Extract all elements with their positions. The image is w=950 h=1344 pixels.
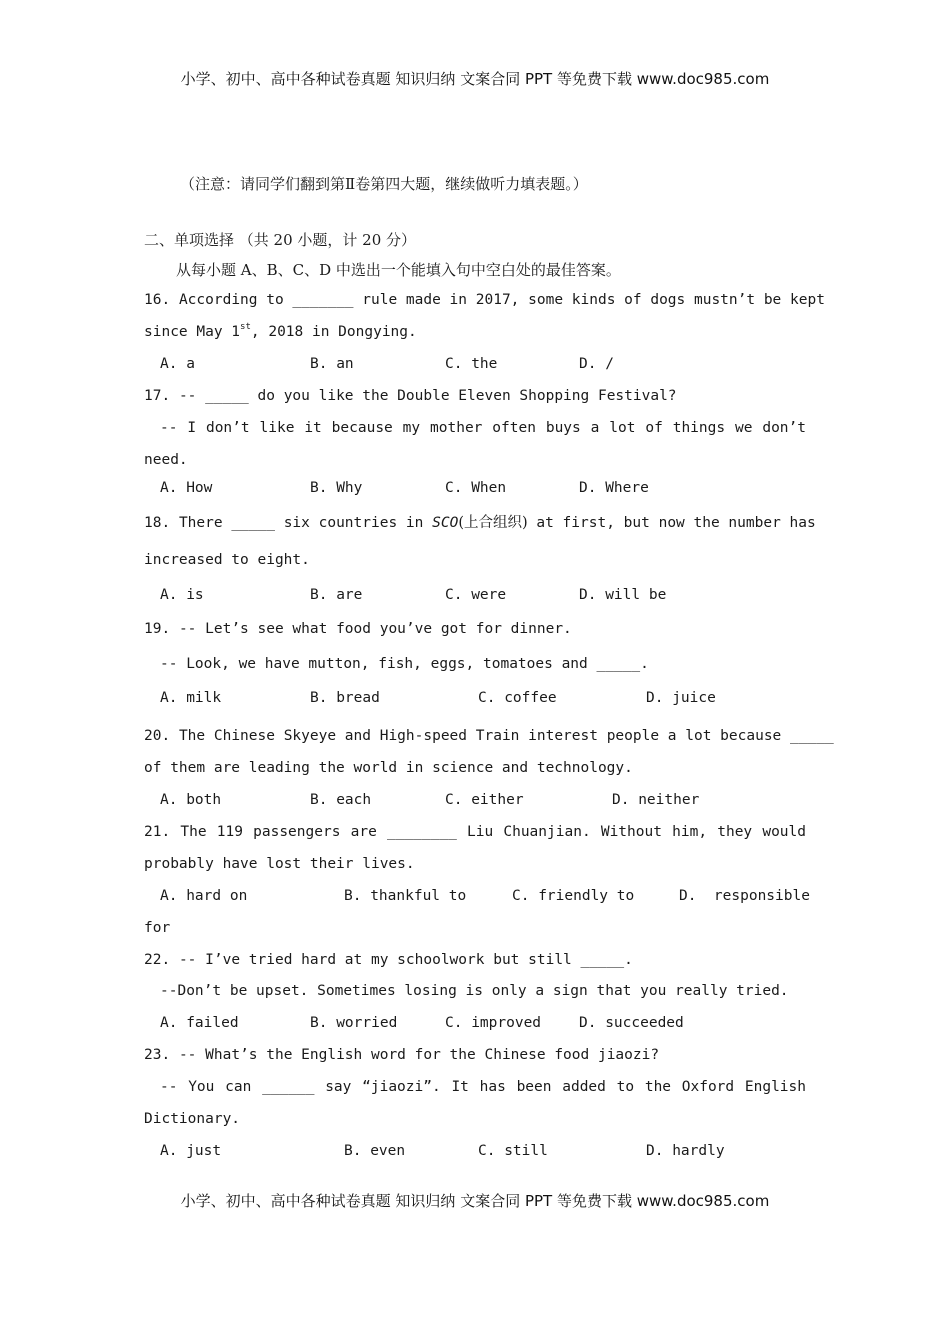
question-19-option-a: A. milk: [160, 690, 222, 706]
question-23-option-a: A. just: [160, 1143, 222, 1159]
question-17-line-3: need.: [144, 452, 188, 468]
question-16-option-b: B. an: [310, 356, 354, 372]
question-20-option-d: D. neither: [612, 792, 700, 808]
question-16-option-d: D. /: [579, 356, 614, 372]
question-19-line-2: -- Look, we have mutton, fish, eggs, tomatoes and _____.: [160, 656, 649, 672]
question-16-line-2: since May 1st, 2018 in Dongying.: [144, 322, 417, 340]
question-18-option-d: D. will be: [579, 587, 667, 603]
question-22-line-2: --Don’t be upset. Sometimes losing is only a sign that you really tried.: [160, 983, 789, 999]
question-17-option-a: A. How: [160, 480, 213, 496]
question-20-option-a: A. both: [160, 792, 222, 808]
question-16-option-a: A. a: [160, 356, 195, 372]
section-instruction: 从每小题 A、B、C、D 中选出一个能填入句中空白处的最佳答案。: [176, 261, 621, 279]
page-footer: 小学、初中、高中各种试卷真题 知识归纳 文案合同 PPT 等免费下载 www.doc985.com: [180, 1192, 770, 1210]
section-title: 二、单项选择 （共 20 小题，计 20 分）: [144, 231, 417, 249]
question-18-option-a: A. is: [160, 587, 204, 603]
question-18-line-2: increased to eight.: [144, 552, 310, 568]
question-20-option-b: B. each: [310, 792, 372, 808]
question-21-line-2: probably have lost their lives.: [144, 856, 415, 872]
question-16-line-1: 16. According to _______ rule made in 2017, some kinds of dogs mustn’t be kept: [144, 292, 825, 308]
question-23-option-c: C. still: [478, 1143, 548, 1159]
question-20-line-2: of them are leading the world in science and technology.: [144, 760, 633, 776]
question-23-line-3: Dictionary.: [144, 1111, 241, 1127]
question-17-option-b: B. Why: [310, 480, 363, 496]
question-19-option-d: D. juice: [646, 690, 716, 706]
question-20-line-1: 20. The Chinese Skyeye and High-speed Train interest people a lot because _____: [144, 728, 834, 744]
question-20-option-c: C. either: [445, 792, 524, 808]
question-17-line-1: 17. -- _____ do you like the Double Eleven Shopping Festival?: [144, 388, 677, 404]
question-21-option-d-wrap: for: [144, 920, 171, 936]
question-22-option-d: D. succeeded: [579, 1015, 684, 1031]
question-18-option-b: B. are: [310, 587, 363, 603]
question-21-option-b: B. thankful to: [344, 888, 467, 904]
question-22-option-b: B. worried: [310, 1015, 398, 1031]
question-21-option-d: D. responsible: [679, 888, 810, 904]
question-22-line-1: 22. -- I’ve tried hard at my schoolwork but still _____.: [144, 952, 633, 968]
question-22-option-c: C. improved: [445, 1015, 542, 1031]
question-21-option-c: C. friendly to: [512, 888, 635, 904]
question-23-option-d: D. hardly: [646, 1143, 725, 1159]
question-19-option-b: B. bread: [310, 690, 380, 706]
listening-note: （注意：请同学们翻到第Ⅱ卷第四大题，继续做听力填表题。）: [180, 175, 588, 193]
question-16-option-c: C. the: [445, 356, 498, 372]
question-19-line-1: 19. -- Let’s see what food you’ve got for dinner.: [144, 621, 572, 637]
question-17-option-c: C. When: [445, 480, 507, 496]
question-21-line-1: 21. The 119 passengers are ________ Liu Chuanjian. Without him, they would: [144, 824, 806, 840]
question-23-line-2: -- You can ______ say “jiaozi”. It has been added to the Oxford English: [160, 1079, 806, 1095]
question-22-option-a: A. failed: [160, 1015, 239, 1031]
question-18-line-1: 18. There _____ six countries in SCO(上合组织) at first, but now the number has: [144, 515, 816, 531]
question-17-option-d: D. Where: [579, 480, 649, 496]
question-19-option-c: C. coffee: [478, 690, 557, 706]
page-header: 小学、初中、高中各种试卷真题 知识归纳 文案合同 PPT 等免费下载 www.doc985.com: [180, 70, 770, 88]
question-23-option-b: B. even: [344, 1143, 406, 1159]
question-18-option-c: C. were: [445, 587, 507, 603]
question-21-option-a: A. hard on: [160, 888, 248, 904]
question-17-line-2: -- I don’t like it because my mother often buys a lot of things we don’t: [160, 420, 806, 436]
question-23-line-1: 23. -- What’s the English word for the Chinese food jiaozi?: [144, 1047, 660, 1063]
